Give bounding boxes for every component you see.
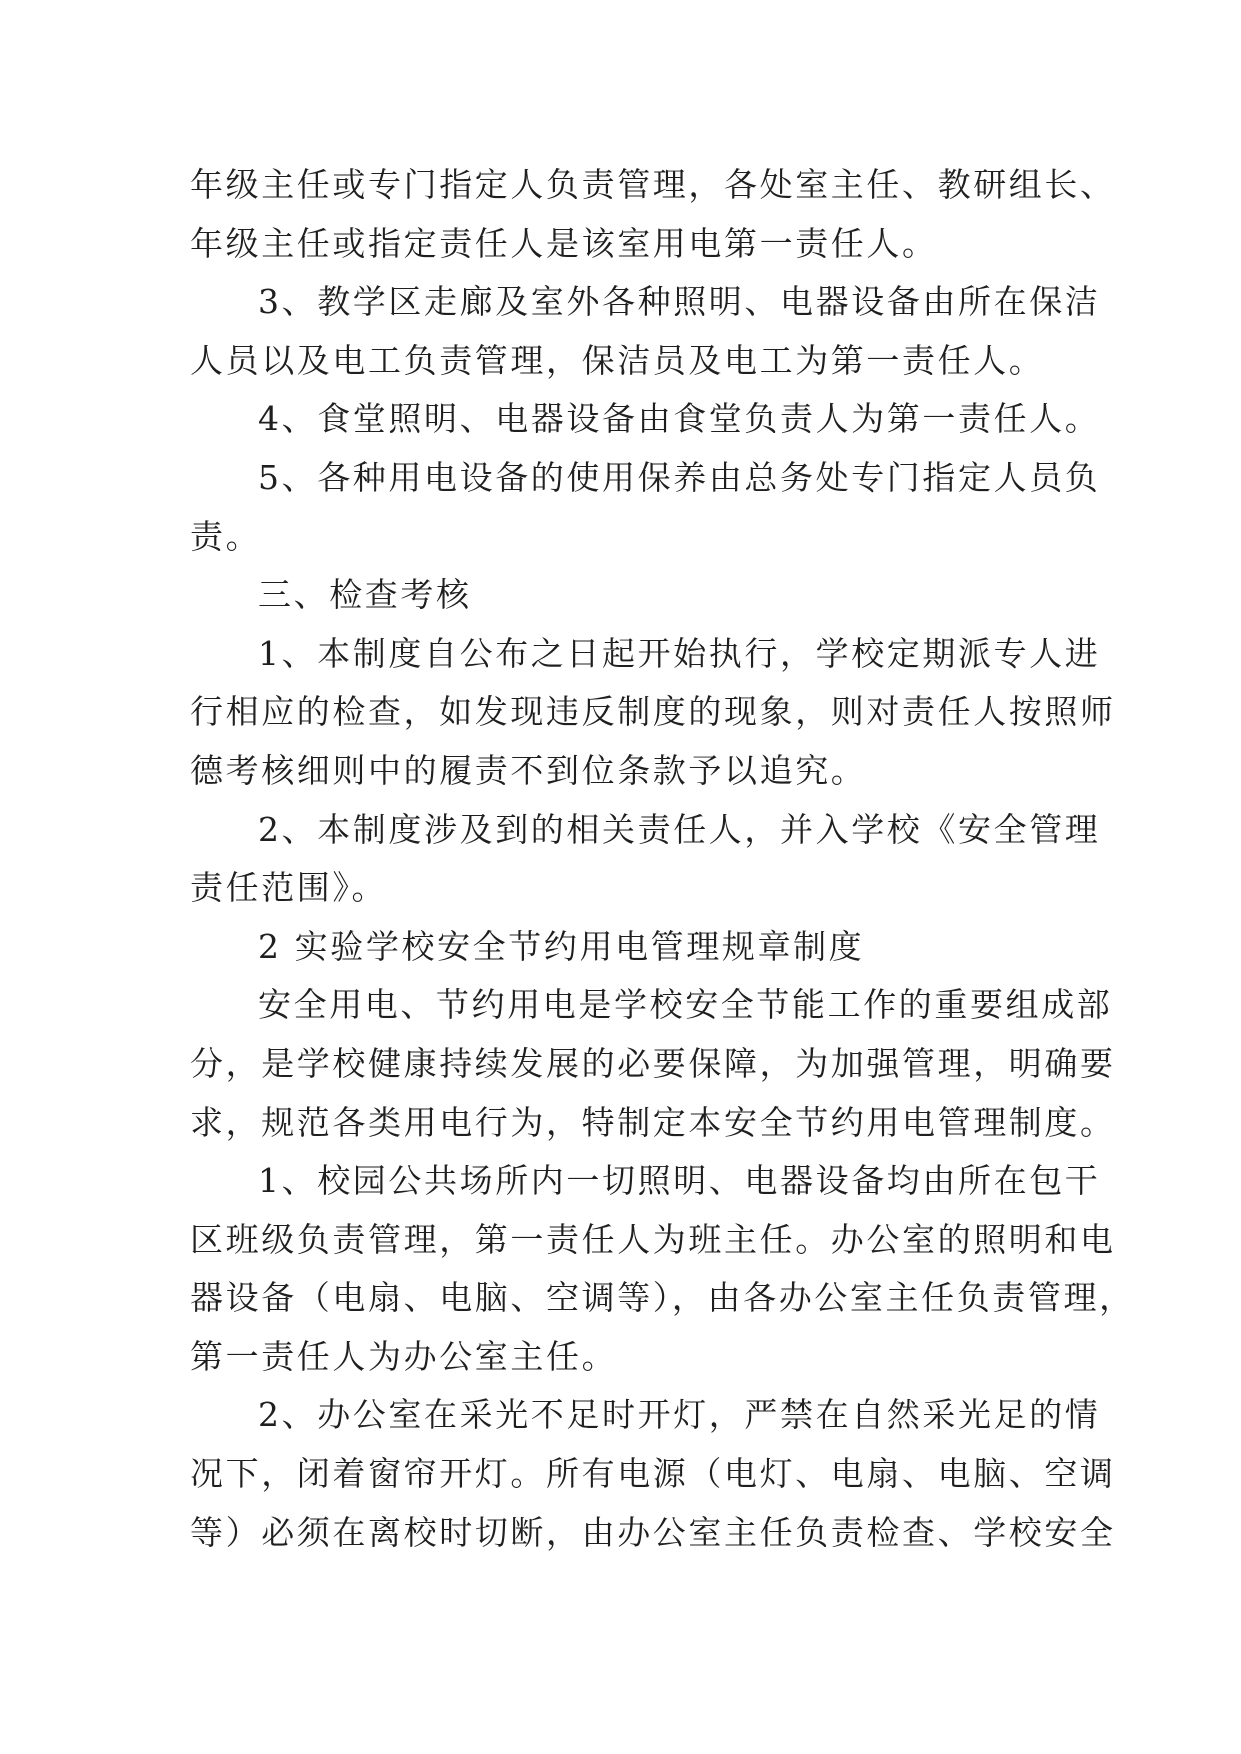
text-line: 器设备（电扇、电脑、空调等），由各办公室主任负责管理， bbox=[190, 1278, 1135, 1318]
text-line: 区班级负责管理，第一责任人为班主任。办公室的照明和电 bbox=[190, 1219, 1116, 1259]
text-line: 况下，闭着窗帘开灯。所有电源（电灯、电扇、电脑、空调 bbox=[190, 1454, 1116, 1494]
text-line: 第一责任人为办公室主任。 bbox=[190, 1336, 618, 1376]
text-line: 2、办公室在采光不足时开灯，严禁在自然采光足的情 bbox=[258, 1395, 1101, 1435]
document-body bbox=[190, 156, 1135, 1562]
text-line: 年级主任或指定责任人是该室用电第一责任人。 bbox=[190, 223, 938, 263]
text-line: 安全用电、节约用电是学校安全节能工作的重要组成部 bbox=[258, 985, 1113, 1025]
text-line: 责任范围》。 bbox=[190, 868, 388, 908]
text-line: 责。 bbox=[190, 516, 262, 556]
text-line: 德考核细则中的履责不到位条款予以追究。 bbox=[190, 750, 867, 790]
text-line: 5、各种用电设备的使用保养由总务处专门指定人员负 bbox=[258, 457, 1101, 497]
section-heading: 三、检查考核 bbox=[258, 575, 472, 615]
text-line: 2、本制度涉及到的相关责任人，并入学校《安全管理 bbox=[258, 809, 1101, 849]
text-line: 年级主任或专门指定人负责管理，各处室主任、教研组长、 bbox=[190, 165, 1116, 204]
text-line: 求，规范各类用电行为，特制定本安全节约用电管理制度。 bbox=[190, 1102, 1116, 1142]
text-line: 3、教学区走廊及室外各种照明、电器设备由所在保洁 bbox=[258, 282, 1101, 322]
text-line: 等）必须在离校时切断，由办公室主任负责检查、学校安全 bbox=[190, 1512, 1116, 1552]
document-subtitle: 2 实验学校安全节约用电管理规章制度 bbox=[258, 926, 865, 966]
text-line: 1、校园公共场所内一切照明、电器设备均由所在包干 bbox=[258, 1161, 1101, 1201]
text-line: 行相应的检查，如发现违反制度的现象，则对责任人按照师 bbox=[190, 692, 1116, 732]
text-line: 分，是学校健康持续发展的必要保障，为加强管理，明确要 bbox=[190, 1043, 1116, 1083]
text-line: 1、本制度自公布之日起开始执行，学校定期派专人进 bbox=[258, 633, 1101, 673]
text-line: 人员以及电工负责管理，保洁员及电工为第一责任人。 bbox=[190, 340, 1045, 380]
text-line: 4、食堂照明、电器设备由食堂负责人为第一责任人。 bbox=[258, 399, 1101, 439]
